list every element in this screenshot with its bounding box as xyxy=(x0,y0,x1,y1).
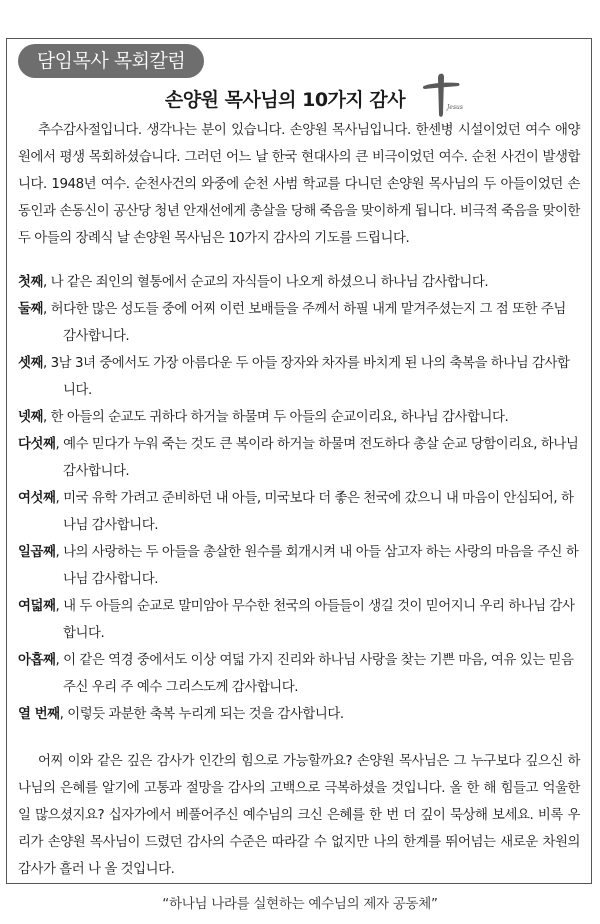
thanks-item-2 xyxy=(18,296,580,350)
thanks-text: , 내 두 아들의 순교로 말미암아 무수한 천국의 아들들이 생길 것이 믿어지니 우리 하나님 감사합니다. xyxy=(55,599,575,641)
thanks-text: , 이렇듯 과분한 축복 누리게 되는 것을 감사합니다. xyxy=(59,707,344,722)
thanks-item-10 xyxy=(18,701,580,728)
column-title: 손양원 목사님의 10가지 감사 xyxy=(164,89,406,111)
thanks-ordinal: 다섯째 xyxy=(18,437,56,452)
thanks-item-1 xyxy=(18,269,580,296)
closing-paragraph: 어찌 이와 같은 깊은 감사가 인간의 힘으로 가능할까요? 손양원 목사님은 그 누구보다 깊으신 하나님의 은혜를 알기에 고통과 절망을 감사의 고백으로 극복하셨을 것입니다. 올 한 해 힘들고 억울한 일 많으셨지요? 십자가에서 베풀어주신 예수님의 크신 은혜를 한 번 더 깊이 묵상해 보세요. 비록 우리가 손양원 목사님이 드렸던 감사의 수준은 따라갈 수 없지만 나의 한계를 뛰어넘는 새로운 차원의 감사가 흘러 나 올 것입니다. xyxy=(18,754,580,877)
thanks-text: , 나의 사랑하는 두 아들을 총살한 원수를 회개시켜 내 아들 삼고자 하는 사랑의 마음을 주신 하나님 감사합니다. xyxy=(55,545,579,587)
column-category-badge: 담임목사 목회칼럼 xyxy=(18,44,204,78)
cross-icon xyxy=(420,72,472,120)
intro-paragraph: 추수감사절입니다. 생각나는 분이 있습니다. 손양원 목사님입니다. 한센병 시설이었던 여수 애양원에서 평생 목회하셨습니다. 그러던 어느 날 한국 현대사의 큰 비극이었던 여수. 순천 사건이 발생합니다. 1948년 여수. 순천사건의 와중에 순천 사범 학교를 다니던 손양원 목사님의 두 아들이었던 손동인과 손동신이 공산당 청년 안재선에게 총살을 당해 죽음을 맞이하게 됩니다. 비극적 죽음을 맞이한 두 아들의 장례식 날 손양원 목사님은 10가지 감사의 기도를 드립니다. xyxy=(18,123,580,246)
thanks-ordinal: 여덟째 xyxy=(18,599,56,614)
thanks-item-6 xyxy=(18,485,580,539)
thanks-item-5 xyxy=(18,431,580,485)
thanks-text: , 예수 믿다가 누워 죽는 것도 큰 복이라 하거늘 하물며 전도하다 총살 순교 당함이리요, 하나님 감사합니다. xyxy=(55,437,579,479)
cross-vertical-stroke xyxy=(438,74,444,117)
thanks-text: , 나 같은 죄인의 혈통에서 순교의 자식들이 나오게 하셨으니 하나님 감사합니다. xyxy=(42,275,489,290)
thanks-text: , 미국 유학 가려고 준비하던 내 아들, 미국보다 더 좋은 천국에 갔으니 내 마음이 안심되어, 하나님 감사합니다. xyxy=(55,491,574,533)
thanks-ordinal: 일곱째 xyxy=(18,545,56,560)
thanks-text: , 한 아들의 순교도 귀하다 하거늘 하물며 두 아들의 순교이리요, 하나님 감사합니다. xyxy=(42,410,509,425)
thanks-ordinal: 아홉째 xyxy=(18,653,56,668)
thanks-text: , 허다한 많은 성도들 중에 어찌 이런 보배들을 주께서 하필 내게 맡겨주셨는지 그 점 또한 주님 감사합니다. xyxy=(42,302,566,344)
cross-caption: Jesus xyxy=(447,104,463,111)
thanks-item-3 xyxy=(18,350,580,404)
column-body xyxy=(18,117,580,883)
thanks-ordinal: 열 번째 xyxy=(18,707,60,722)
thanks-item-7 xyxy=(18,539,580,593)
church-motto-footer: “하나님 나라를 실현하는 예수님의 제자 공동체” xyxy=(162,896,438,912)
thanks-ordinal: 셋째 xyxy=(18,356,43,371)
thanks-item-8 xyxy=(18,593,580,647)
thanks-text: , 이 같은 역경 중에서도 이상 여덟 가지 진리와 하나님 사랑을 찾는 기쁜 마음, 여유 있는 믿음 주신 우리 주 예수 그리스도께 감사합니다. xyxy=(55,653,574,695)
thanks-ordinal: 둘째 xyxy=(18,302,43,317)
thanks-text: , 3남 3녀 중에서도 가장 아름다운 두 아들 장자와 차자를 바치게 된 나의 축복을 하나님 감사합니다. xyxy=(42,356,570,398)
thanks-item-4 xyxy=(18,404,580,431)
thanks-item-9 xyxy=(18,647,580,701)
thanks-ordinal: 여섯째 xyxy=(18,491,56,506)
thanks-ordinal: 넷째 xyxy=(18,410,43,425)
thanks-ordinal: 첫째 xyxy=(18,275,43,290)
